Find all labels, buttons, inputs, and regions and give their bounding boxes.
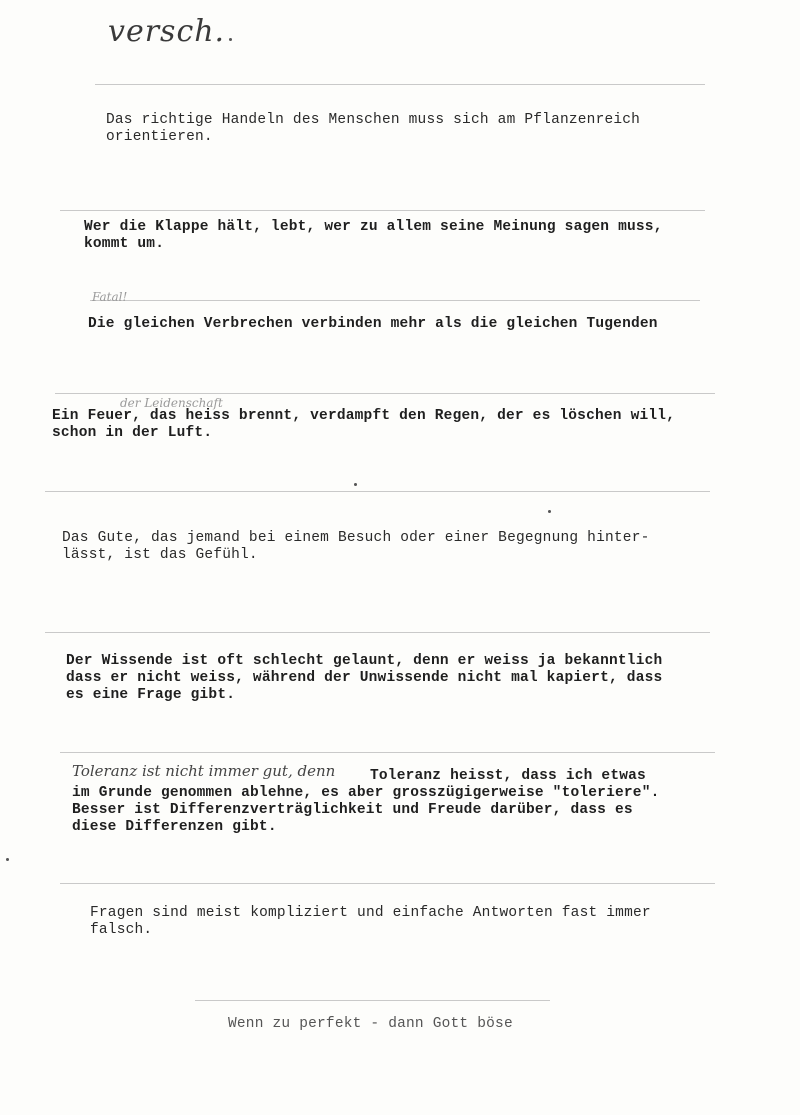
text-line: dass er nicht weiss, während der Unwissende nicht mal kapiert, dass <box>66 670 663 686</box>
separator-line <box>60 752 715 753</box>
text-line: Wer die Klappe hält, lebt, wer zu allem seine Meinung sagen muss, <box>84 219 663 235</box>
ink-dot <box>229 38 232 41</box>
text-line: Wenn zu perfekt - dann Gott böse <box>228 1016 513 1032</box>
text-line: lässt, ist das Gefühl. <box>62 547 258 563</box>
text-line: im Grunde genommen ablehne, es aber grosszügigerweise "toleriere". <box>72 785 660 801</box>
text-line: Besser ist Differenzverträglichkeit und Freude darüber, dass es <box>72 802 633 818</box>
text-line: schon in der Luft. <box>52 425 213 441</box>
separator-line <box>45 491 710 492</box>
aphorism-text <box>72 785 660 836</box>
text-line: Ein Feuer, das heiss brennt, verdampft den Regen, der es löschen will, <box>52 408 676 424</box>
handwritten-note: der Leidenschaft <box>120 396 223 410</box>
text-line: diese Differenzen gibt. <box>72 819 277 835</box>
text-line: Das richtige Handeln des Menschen muss sich am Pflanzenreich <box>106 112 641 128</box>
text-line: Das Gute, das jemand bei einem Besuch oder einer Begegnung hinter- <box>62 530 650 546</box>
text-line: Die gleichen Verbrechen verbinden mehr als die gleichen Tugenden <box>88 316 658 332</box>
aphorism-text <box>228 1016 513 1033</box>
aphorism-text <box>62 530 650 564</box>
text-line: kommt um. <box>84 236 165 252</box>
aphorism-text <box>52 408 675 442</box>
separator-line <box>90 300 700 301</box>
text-line: es eine Frage gibt. <box>66 687 236 703</box>
text-line: Der Wissende ist oft schlecht gelaunt, denn er weiss ja bekanntlich <box>66 653 663 669</box>
text-line: falsch. <box>90 922 153 938</box>
separator-line <box>60 210 705 211</box>
handwritten-note: Fatal! <box>92 290 128 304</box>
aphorism-text <box>84 219 663 253</box>
aphorism-text <box>90 905 651 939</box>
separator-line <box>55 393 715 394</box>
scan-speck <box>548 510 551 513</box>
aphorism-text <box>66 653 662 704</box>
handwritten-note: Toleranz ist nicht immer gut, denn <box>72 762 336 780</box>
aphorism-text <box>106 112 640 146</box>
text-line: Toleranz heisst, dass ich etwas <box>370 768 646 784</box>
separator-line <box>60 883 715 884</box>
separator-line <box>195 1000 550 1001</box>
text-line: orientieren. <box>106 129 213 145</box>
aphorism-text <box>370 768 646 785</box>
scan-speck <box>354 483 357 486</box>
separator-line <box>95 84 705 85</box>
aphorism-text <box>88 316 658 333</box>
handwritten-title: versch. <box>108 14 226 49</box>
separator-line <box>45 632 710 633</box>
text-line: Fragen sind meist kompliziert und einfache Antworten fast immer <box>90 905 651 921</box>
scan-speck <box>6 858 9 861</box>
